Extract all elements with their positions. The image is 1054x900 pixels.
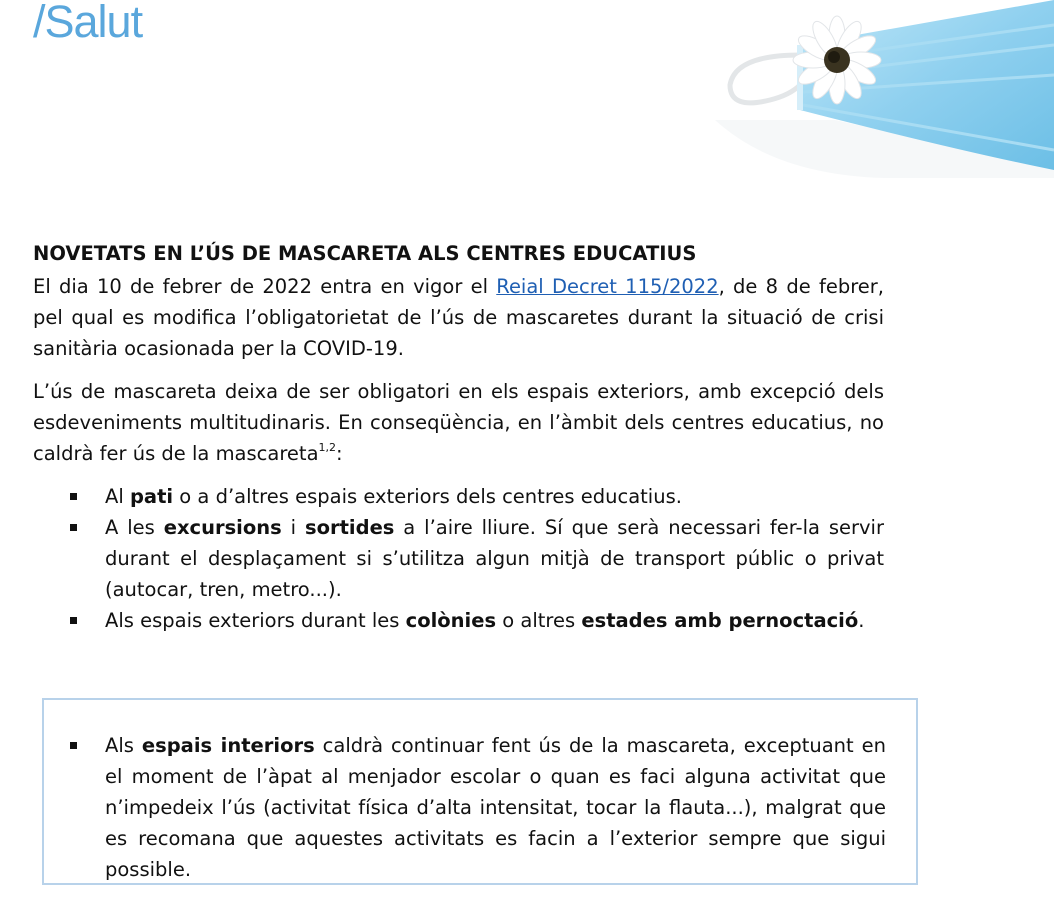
list-item: A les excursions i sortides a l’aire lliure. Sí que serà necessari fer-la servir durant el desplaçament si s’utilitza algun mitjà de transport públic o privat (autocar, tren, metro...).: [33, 512, 884, 605]
footnote-ref: 1,2: [318, 441, 337, 454]
exterior-list: [33, 481, 884, 636]
bullet-square-icon: [70, 524, 77, 531]
salut-logo: /Salut: [33, 0, 143, 47]
bullet-square-icon: [70, 493, 77, 500]
intro-paragraph: El dia 10 de febrer de 2022 entra en vigor el Reial Decret 115/2022, de 8 de febrer, pel qual es modifica l’obligatorietat de l’ús de mascaretes durant la situació de crisi sanitària ocasionada per la COVID-19.: [33, 275, 884, 360]
bullet-square-icon: [70, 742, 77, 749]
mask-daisy-image: [715, 0, 1054, 178]
bullet-square-icon: [70, 617, 77, 624]
interior-list: [33, 730, 886, 885]
interior-notice-box: [42, 698, 918, 885]
list-item: Als espais interiors caldrà continuar fent ús de la mascareta, exceptuant en el moment de l’àpat al menjador escolar o quan es faci alguna activitat que n’impedeix l’ús (activitat física d’alta intensitat, tocar la flauta...), malgrat que es recomana que aquestes activitats es facin a l’exterior sempre que sigui possible.: [33, 730, 886, 885]
document-body: [33, 240, 884, 636]
list-item: Als espais exteriors durant les colònies o altres estades amb pernoctació.: [33, 605, 884, 636]
decree-link[interactable]: Reial Decret 115/2022: [496, 275, 719, 298]
list-item: Al pati o a d’altres espais exteriors dels centres educatius.: [33, 481, 884, 512]
mask-rules-paragraph: L’ús de mascareta deixa de ser obligatori en els espais exteriors, amb excepció dels esdeveniments multitudinaris. En conseqüència, en l’àmbit dels centres educatius, no caldrà fer ús de la mascareta$^{1,2}$:: [33, 380, 884, 465]
page-title: NOVETATS EN L’ÚS DE MASCARETA ALS CENTRES EDUCATIUS: [33, 242, 697, 265]
